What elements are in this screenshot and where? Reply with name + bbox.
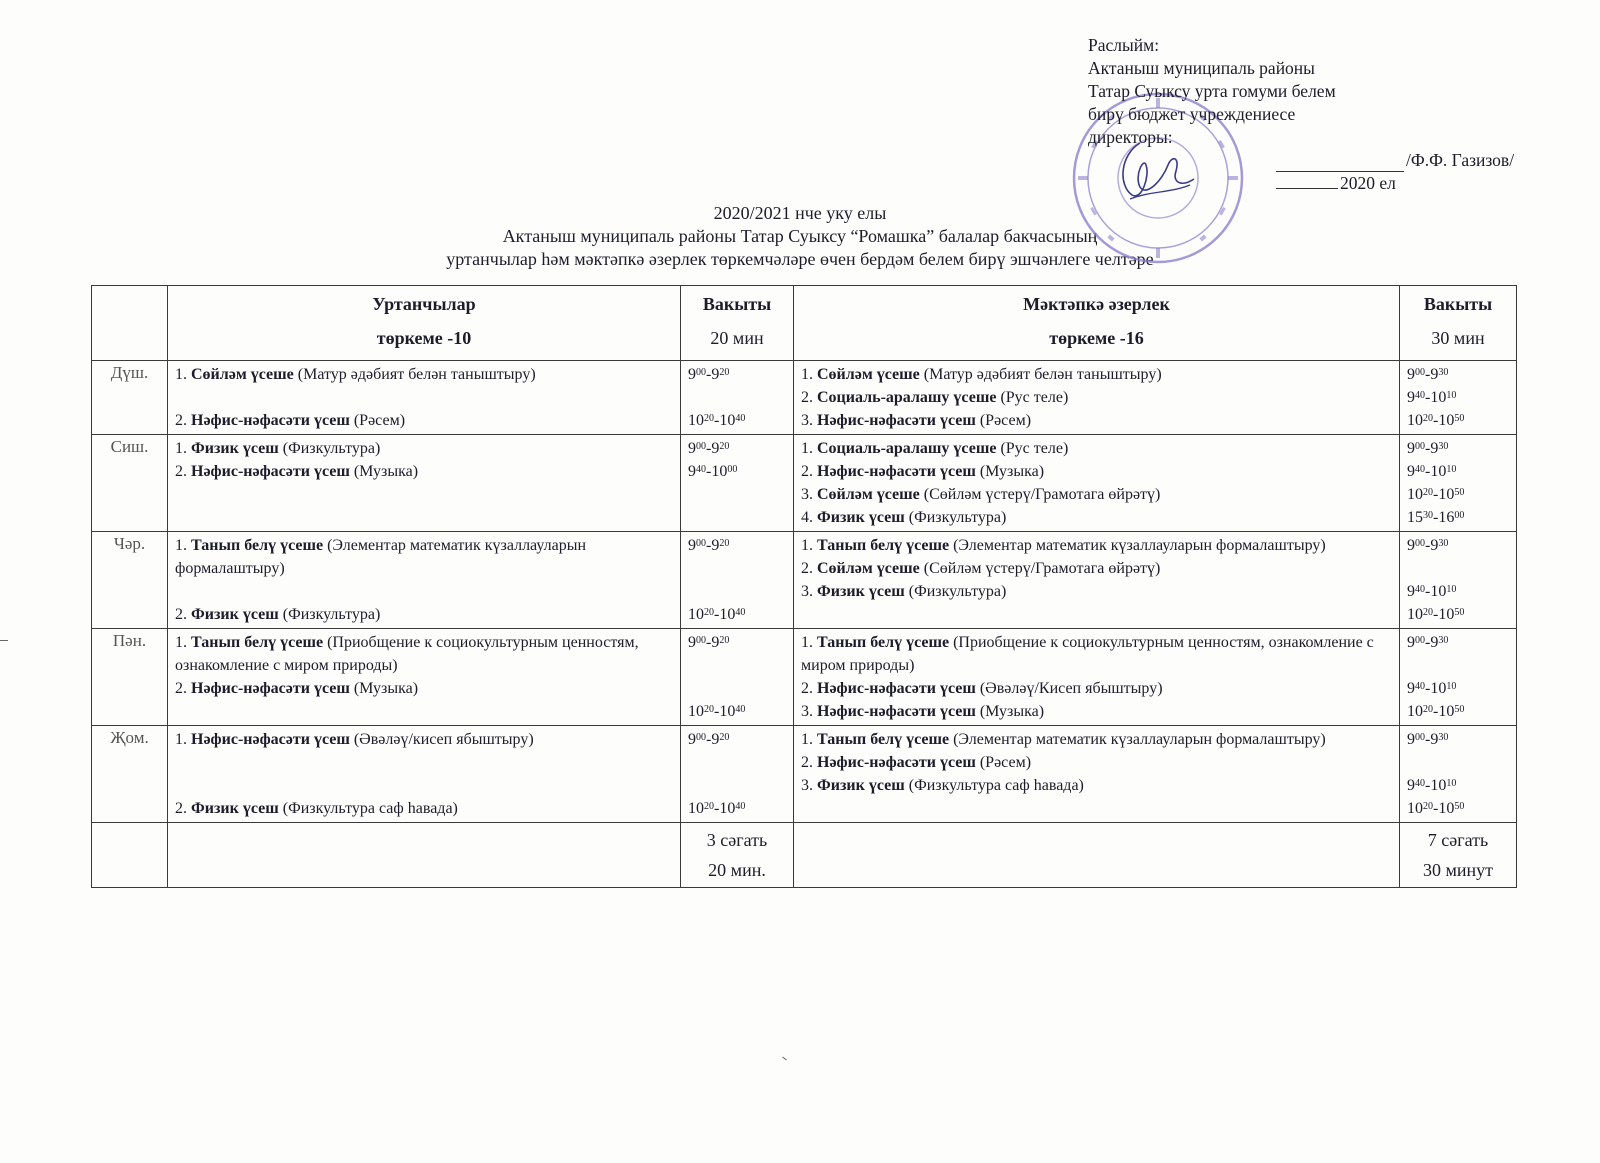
activity-area: Сөйләм үсеше bbox=[817, 366, 920, 383]
group1-activities bbox=[168, 435, 681, 532]
activity: 2. Нәфис-нәфасәти үсеш (Музыка) bbox=[801, 463, 1045, 480]
time-slot: $9^{00}-9^{20}$ bbox=[688, 537, 730, 554]
group1-duration: 20 мин bbox=[710, 328, 764, 348]
time-label: Вакыты bbox=[1423, 294, 1493, 314]
activity-area: Танып белү үсеше bbox=[191, 537, 324, 554]
activity-area: Сөйләм үсеше bbox=[817, 486, 920, 503]
activity: 1. Нәфис-нәфасәти үсеш (Әвәләү/кисеп ябыштыру) bbox=[175, 731, 534, 748]
signature-blank bbox=[1276, 155, 1404, 172]
activity: 2. Социаль-аралашу үсеше (Рус теле) bbox=[801, 389, 1069, 406]
activity: 3. Нәфис-нәфасәти үсеш (Рәсем) bbox=[801, 412, 1032, 429]
date-blank bbox=[1276, 172, 1338, 189]
group1-total bbox=[681, 823, 794, 888]
group1-activities bbox=[168, 532, 681, 629]
group1-activities bbox=[168, 726, 681, 823]
totals-row bbox=[92, 823, 1517, 888]
activity: 1. Танып белү үсеше (Приобщение к социокультурным ценностям, ознакомление с миром природы) bbox=[175, 634, 639, 674]
group2-activities bbox=[794, 726, 1400, 823]
activity-area: Физик үсеш bbox=[817, 583, 905, 600]
activity-area: Нәфис-нәфасәти үсеш bbox=[191, 680, 350, 697]
time-slot: $9^{00}-9^{30}$ bbox=[1407, 634, 1449, 651]
activity-area: Нәфис-нәфасәти үсеш bbox=[817, 703, 976, 720]
time-slot: $10^{20}-10^{40}$ bbox=[688, 412, 746, 429]
time-slot: $9^{00}-9^{30}$ bbox=[1407, 537, 1449, 554]
approval-line: Татар Суыксу урта гомуми белем bbox=[1088, 81, 1336, 101]
signature-icon bbox=[1110, 135, 1200, 205]
approval-line: бирү бюджет учреждениесе bbox=[1088, 104, 1296, 124]
time-slot: $9^{40}-10^{10}$ bbox=[1407, 583, 1457, 600]
table-row bbox=[92, 361, 1517, 435]
day-cell: Сиш. bbox=[92, 435, 168, 532]
activity: 1. Танып белү үсеше (Элементар математик күзаллауларын формалаштыру) bbox=[801, 537, 1326, 554]
time-slot: $10^{20}-10^{40}$ bbox=[688, 606, 746, 623]
header-group2-time bbox=[1400, 286, 1517, 361]
approval-heading: Раслыйм: bbox=[1088, 35, 1160, 55]
group2-total-minutes: 30 минут bbox=[1422, 860, 1494, 880]
time-label: Вакыты bbox=[702, 294, 772, 314]
group2-duration: 30 мин bbox=[1431, 328, 1485, 348]
activity: 1. Танып белү үсеше (Элементар математик күзаллауларын формалаштыру) bbox=[801, 731, 1326, 748]
header-group2 bbox=[794, 286, 1400, 361]
group2-total-hours: 7 сәгать bbox=[1427, 830, 1489, 850]
activity-area: Физик үсеш bbox=[191, 800, 279, 817]
activity: 1. Сөйләм үсеше (Матур әдәбият белән таныштыру) bbox=[801, 366, 1162, 383]
header-day-cell bbox=[92, 286, 168, 361]
activity: 2. Нәфис-нәфасәти үсеш (Музыка) bbox=[175, 680, 419, 697]
time-slot: $10^{20}-10^{50}$ bbox=[1407, 703, 1465, 720]
day-cell: Чәр. bbox=[92, 532, 168, 629]
time-slot: $9^{00}-9^{30}$ bbox=[1407, 440, 1449, 457]
activity-area: Нәфис-нәфасәти үсеш bbox=[817, 463, 976, 480]
table-row bbox=[92, 435, 1517, 532]
header-group1-time bbox=[681, 286, 794, 361]
group1-activities bbox=[168, 361, 681, 435]
schedule-table bbox=[91, 285, 1517, 888]
time-slot: $10^{20}-10^{50}$ bbox=[1407, 800, 1465, 817]
time-slot: $10^{20}-10^{50}$ bbox=[1407, 412, 1465, 429]
totals-empty bbox=[794, 823, 1400, 888]
activity: 1. Танып белү үсеше (Приобщение к социокультурным ценностям, ознакомление с миром природы) bbox=[801, 634, 1374, 674]
activity: 2. Физик үсеш (Физкультура саф һавада) bbox=[175, 800, 458, 817]
table-row bbox=[92, 629, 1517, 726]
time-slot: $15^{30}-16^{00}$ bbox=[1407, 509, 1465, 526]
day-cell: Дүш. bbox=[92, 361, 168, 435]
time-slot: $9^{00}-9^{20}$ bbox=[688, 366, 730, 383]
header-group1 bbox=[168, 286, 681, 361]
day-cell: Пән. bbox=[92, 629, 168, 726]
activity: 2. Физик үсеш (Физкультура) bbox=[175, 606, 381, 623]
activity-area: Физик үсеш bbox=[817, 509, 905, 526]
table-row bbox=[92, 726, 1517, 823]
time-slot: $9^{00}-9^{20}$ bbox=[688, 440, 730, 457]
approval-line: Актаныш муниципаль районы bbox=[1088, 58, 1315, 78]
time-slot: $9^{00}-9^{30}$ bbox=[1407, 366, 1449, 383]
activity: 1. Сөйләм үсеше (Матур әдәбият белән таныштыру) bbox=[175, 366, 536, 383]
activity-area: Нәфис-нәфасәти үсеш bbox=[191, 412, 350, 429]
totals-empty bbox=[168, 823, 681, 888]
activity: 2. Сөйләм үсеше (Сөйләм үстерү/Грамотага өйрәтү) bbox=[801, 560, 1161, 577]
time-slot: $10^{20}-10^{40}$ bbox=[688, 703, 746, 720]
day-cell: Җом. bbox=[92, 726, 168, 823]
activity-area: Социаль-аралашу үсеше bbox=[817, 440, 997, 457]
group1-activities bbox=[168, 629, 681, 726]
totals-empty bbox=[92, 823, 168, 888]
activity-area: Социаль-аралашу үсеше bbox=[817, 389, 997, 406]
activity-area: Танып белү үсеше bbox=[817, 537, 950, 554]
time-slot: $9^{00}-9^{20}$ bbox=[688, 731, 730, 748]
table-header-row bbox=[92, 286, 1517, 361]
activity: 3. Нәфис-нәфасәти үсеш (Музыка) bbox=[801, 703, 1045, 720]
activity: 3. Физик үсеш (Физкультура) bbox=[801, 583, 1007, 600]
group1-times bbox=[681, 726, 794, 823]
group1-total-minutes: 20 мин. bbox=[708, 860, 766, 880]
time-slot: $9^{40}-10^{10}$ bbox=[1407, 463, 1457, 480]
approval-line: директоры: bbox=[1088, 127, 1173, 147]
activity: 1. Социаль-аралашу үсеше (Рус теле) bbox=[801, 440, 1069, 457]
activity: 2. Нәфис-нәфасәти үсеш (Рәсем) bbox=[801, 754, 1032, 771]
time-slot: $9^{40}-10^{10}$ bbox=[1407, 777, 1457, 794]
activity-area: Физик үсеш bbox=[817, 777, 905, 794]
activity-area: Нәфис-нәфасәти үсеш bbox=[191, 731, 350, 748]
time-slot: $10^{20}-10^{50}$ bbox=[1407, 486, 1465, 503]
group2-number: төркеме -16 bbox=[1049, 328, 1144, 348]
group2-name: Мәктәпкә әзерлек bbox=[1023, 294, 1170, 314]
scan-mark bbox=[782, 1057, 787, 1061]
activity: 2. Нәфис-нәфасәти үсеш (Рәсем) bbox=[175, 412, 406, 429]
group1-times bbox=[681, 532, 794, 629]
activity: 1. Танып белү үсеше (Элементар математик күзаллауларын формалаштыру) bbox=[175, 537, 587, 577]
activity-area: Танып белү үсеше bbox=[817, 731, 950, 748]
activity-area: Танып белү үсеше bbox=[817, 634, 950, 651]
group2-times bbox=[1400, 726, 1517, 823]
document-title-year: 2020/2021 нче уку елы bbox=[713, 203, 887, 223]
group1-number: төркеме -10 bbox=[376, 328, 472, 348]
scan-mark bbox=[0, 640, 8, 641]
time-slot: $9^{00}-9^{20}$ bbox=[688, 634, 730, 651]
group2-times bbox=[1400, 532, 1517, 629]
group2-activities bbox=[794, 435, 1400, 532]
director-name: /Ф.Ф. Газизов/ bbox=[1406, 150, 1515, 170]
time-slot: $9^{40}-10^{10}$ bbox=[1407, 389, 1457, 406]
group2-total bbox=[1400, 823, 1517, 888]
activity-area: Танып белү үсеше bbox=[191, 634, 324, 651]
activity: 3. Физик үсеш (Физкультура саф һавада) bbox=[801, 777, 1084, 794]
activity-area: Нәфис-нәфасәти үсеш bbox=[817, 412, 976, 429]
group2-activities bbox=[794, 532, 1400, 629]
activity-area: Сөйләм үсеше bbox=[817, 560, 920, 577]
activity: 4. Физик үсеш (Физкультура) bbox=[801, 509, 1007, 526]
group2-times bbox=[1400, 435, 1517, 532]
group2-times bbox=[1400, 361, 1517, 435]
time-slot: $10^{20}-10^{40}$ bbox=[688, 800, 746, 817]
time-slot: $10^{20}-10^{50}$ bbox=[1407, 606, 1465, 623]
activity-area: Сөйләм үсеше bbox=[191, 366, 294, 383]
time-slot: $9^{00}-9^{30}$ bbox=[1407, 731, 1449, 748]
group2-activities bbox=[794, 361, 1400, 435]
schedule-body bbox=[92, 361, 1517, 888]
activity-area: Физик үсеш bbox=[191, 606, 279, 623]
activity-area: Нәфис-нәфасәти үсеш bbox=[817, 680, 976, 697]
activity-area: Физик үсеш bbox=[191, 440, 279, 457]
group2-times bbox=[1400, 629, 1517, 726]
activity: 1. Физик үсеш (Физкультура) bbox=[175, 440, 381, 457]
time-slot: $9^{40}-10^{10}$ bbox=[1407, 680, 1457, 697]
table-row bbox=[92, 532, 1517, 629]
group1-name: Уртанчылар bbox=[372, 294, 476, 314]
time-slot: $9^{40}-10^{00}$ bbox=[688, 463, 738, 480]
document-title-kindergarten: Актаныш муниципаль районы Татар Суыксу “Ромашка” балалар бакчасының bbox=[502, 226, 1098, 246]
activity-area: Нәфис-нәфасәти үсеш bbox=[191, 463, 350, 480]
activity: 2. Нәфис-нәфасәти үсеш (Әвәләү/Кисеп ябыштыру) bbox=[801, 680, 1163, 697]
group1-times bbox=[681, 361, 794, 435]
activity: 3. Сөйләм үсеше (Сөйләм үстерү/Грамотага өйрәтү) bbox=[801, 486, 1161, 503]
document-title-groups: уртанчылар һәм мәктәпкә әзерлек төркемчәләре өчен бердәм белем бирү эшчәнлеге челтәре bbox=[446, 249, 1154, 269]
activity: 2. Нәфис-нәфасәти үсеш (Музыка) bbox=[175, 463, 419, 480]
group2-activities bbox=[794, 629, 1400, 726]
group1-total-hours: 3 сәгать bbox=[706, 830, 768, 850]
activity-area: Нәфис-нәфасәти үсеш bbox=[817, 754, 976, 771]
group1-times bbox=[681, 435, 794, 532]
group1-times bbox=[681, 629, 794, 726]
approval-year: 2020 ел bbox=[1340, 173, 1396, 193]
